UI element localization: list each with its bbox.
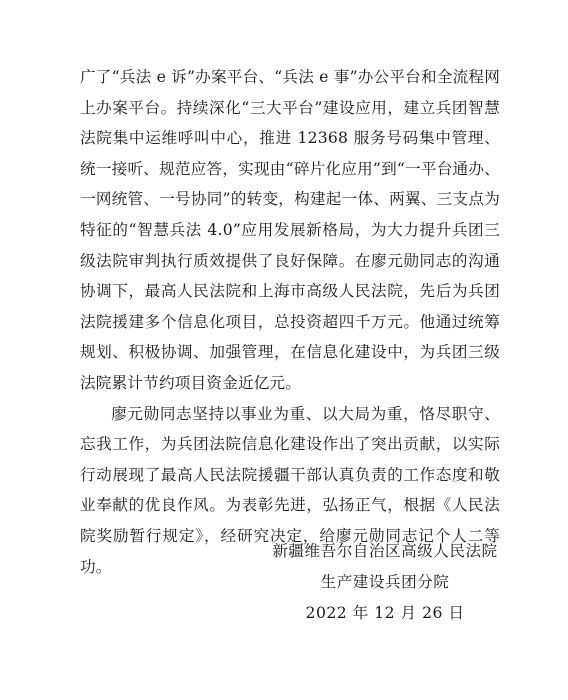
paragraph-continued: 广了“兵法 e 诉”办案平台、“兵法 e 事”办公平台和全流程网上办案平台。持续深化“三大平台”建设应用，建立兵团智慧法院集中运维呼叫中心，推进 12368 服务号码集中管理、统一接听、规范应答，实现由“碎片化应用”到“一平台通办、一网统管、一号协同”的转变，构建起一体、两翼、三支点为特征的“智慧兵法 4.0”应用发展新格局，为大力提升兵团三级法院审判执行质效提供了良好保障。在廖元勋同志的沟通协调下，最高人民法院和上海市高级人民法院，先后为兵团法院援建多个信息化项目，总投资超四千万元。他通过统筹规划、积极协调、加强管理，在信息化建设中，为兵团三级法院累计节约项目资金近亿元。	[80, 68, 500, 392]
signature-block	[250, 536, 520, 628]
document-body	[80, 62, 500, 582]
issue-date: 2022 年 12 月 26 日	[305, 603, 465, 622]
issuing-court-branch: 生产建设兵团分院	[320, 572, 450, 591]
paragraph-commendation: 廖元勋同志坚持以事业为重、以大局为重，恪尽职守、忘我工作，为兵团法院信息化建设作出了突出贡献，以实际行动展现了最高人民法院援疆干部认真负责的工作态度和敬业奉献的优良作风。为表彰先进，弘扬正气，根据《人民法院奖励暂行规定》，经研究决定，给廖元勋同志记个人二等功。	[80, 404, 500, 576]
issuing-court-name: 新疆维吾尔自治区高级人民法院	[272, 542, 498, 560]
